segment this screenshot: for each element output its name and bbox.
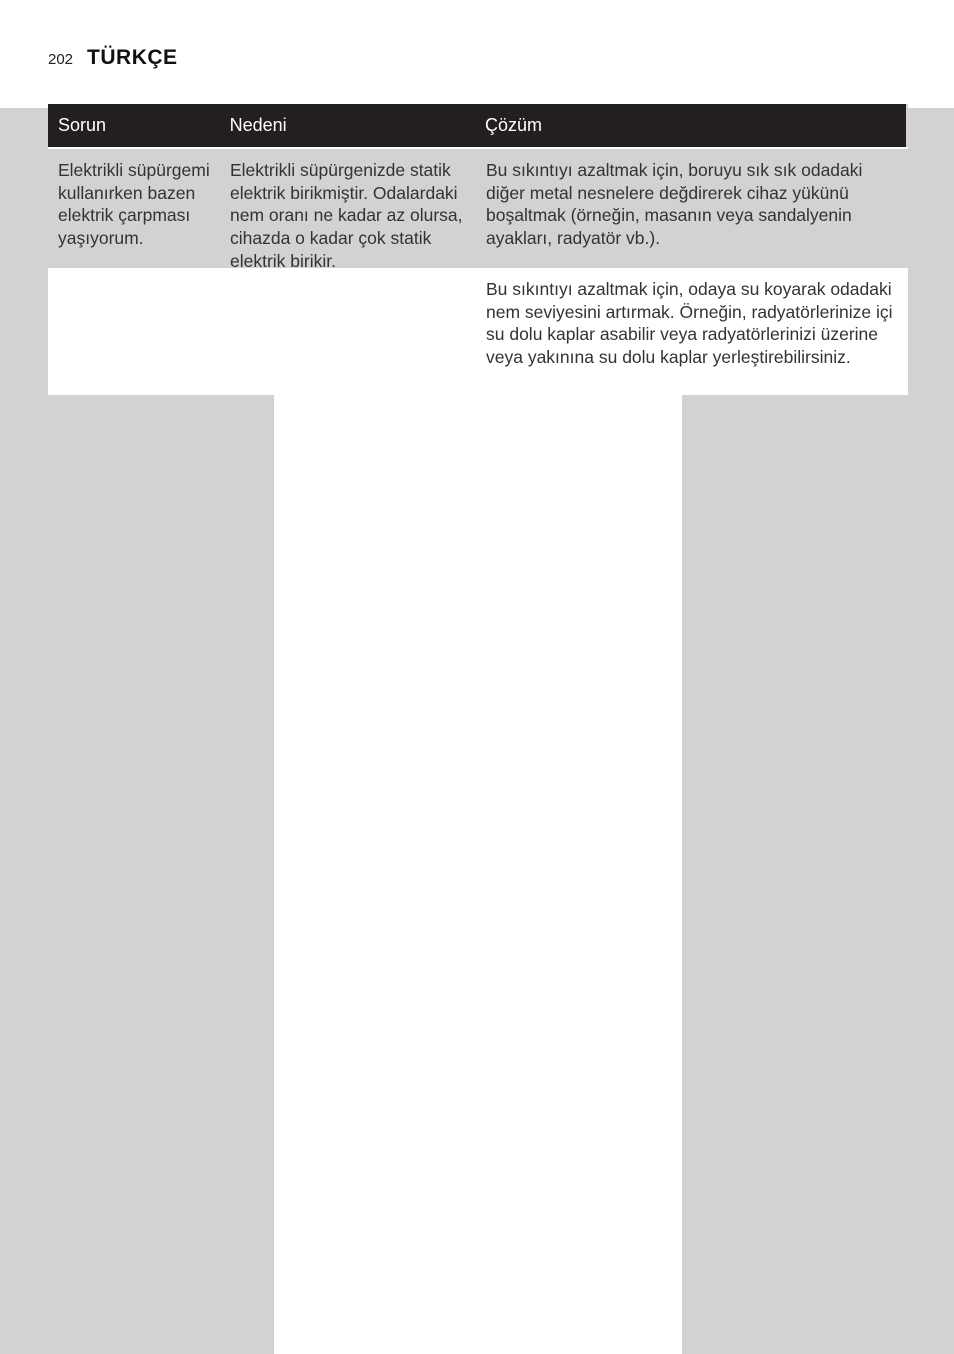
column-header-solution: Çözüm [485,115,543,136]
table-row [48,147,908,271]
section-title: TÜRKÇE [87,46,178,69]
column-header-problem: Sorun [58,115,107,136]
solution-cell: Bu sıkıntıyı azaltmak için, odaya su koyarak odadaki nem seviyesini artırmak. Örneğin, radyatörlerinize içi su dolu kaplar asabilir veya radyatörlerinizi üzerine veya yakınına su dolu kaplar yerleştirebilirsiniz. [486,279,893,368]
cause-cell: Elektrikli süpürgenizde statik elektrik birikmiştir. Odalardaki nem oranı ne kadar az olursa, cihazda o kadar çok statik elektrik birikir. [230,160,463,271]
solution-cell: Bu sıkıntıyı azaltmak için, boruyu sık sık odadaki diğer metal nesnelere değdirerek cihaz yükünü boşaltmak (örneğin, masanın veya sandalyenin ayakları, radyatör vb.). [486,160,863,249]
column-header-cause: Nedeni [229,115,287,136]
table-header-row [48,104,908,147]
table-row [48,268,908,395]
cause-cell [220,275,476,395]
problem-cell: Elektrikli süpürgemi kullanırken bazen elektrik çarpması yaşıyorum. [58,160,210,249]
page-header [48,46,178,76]
troubleshooting-table [48,104,908,395]
problem-cell [48,275,220,395]
page-number: 202 [48,51,74,68]
